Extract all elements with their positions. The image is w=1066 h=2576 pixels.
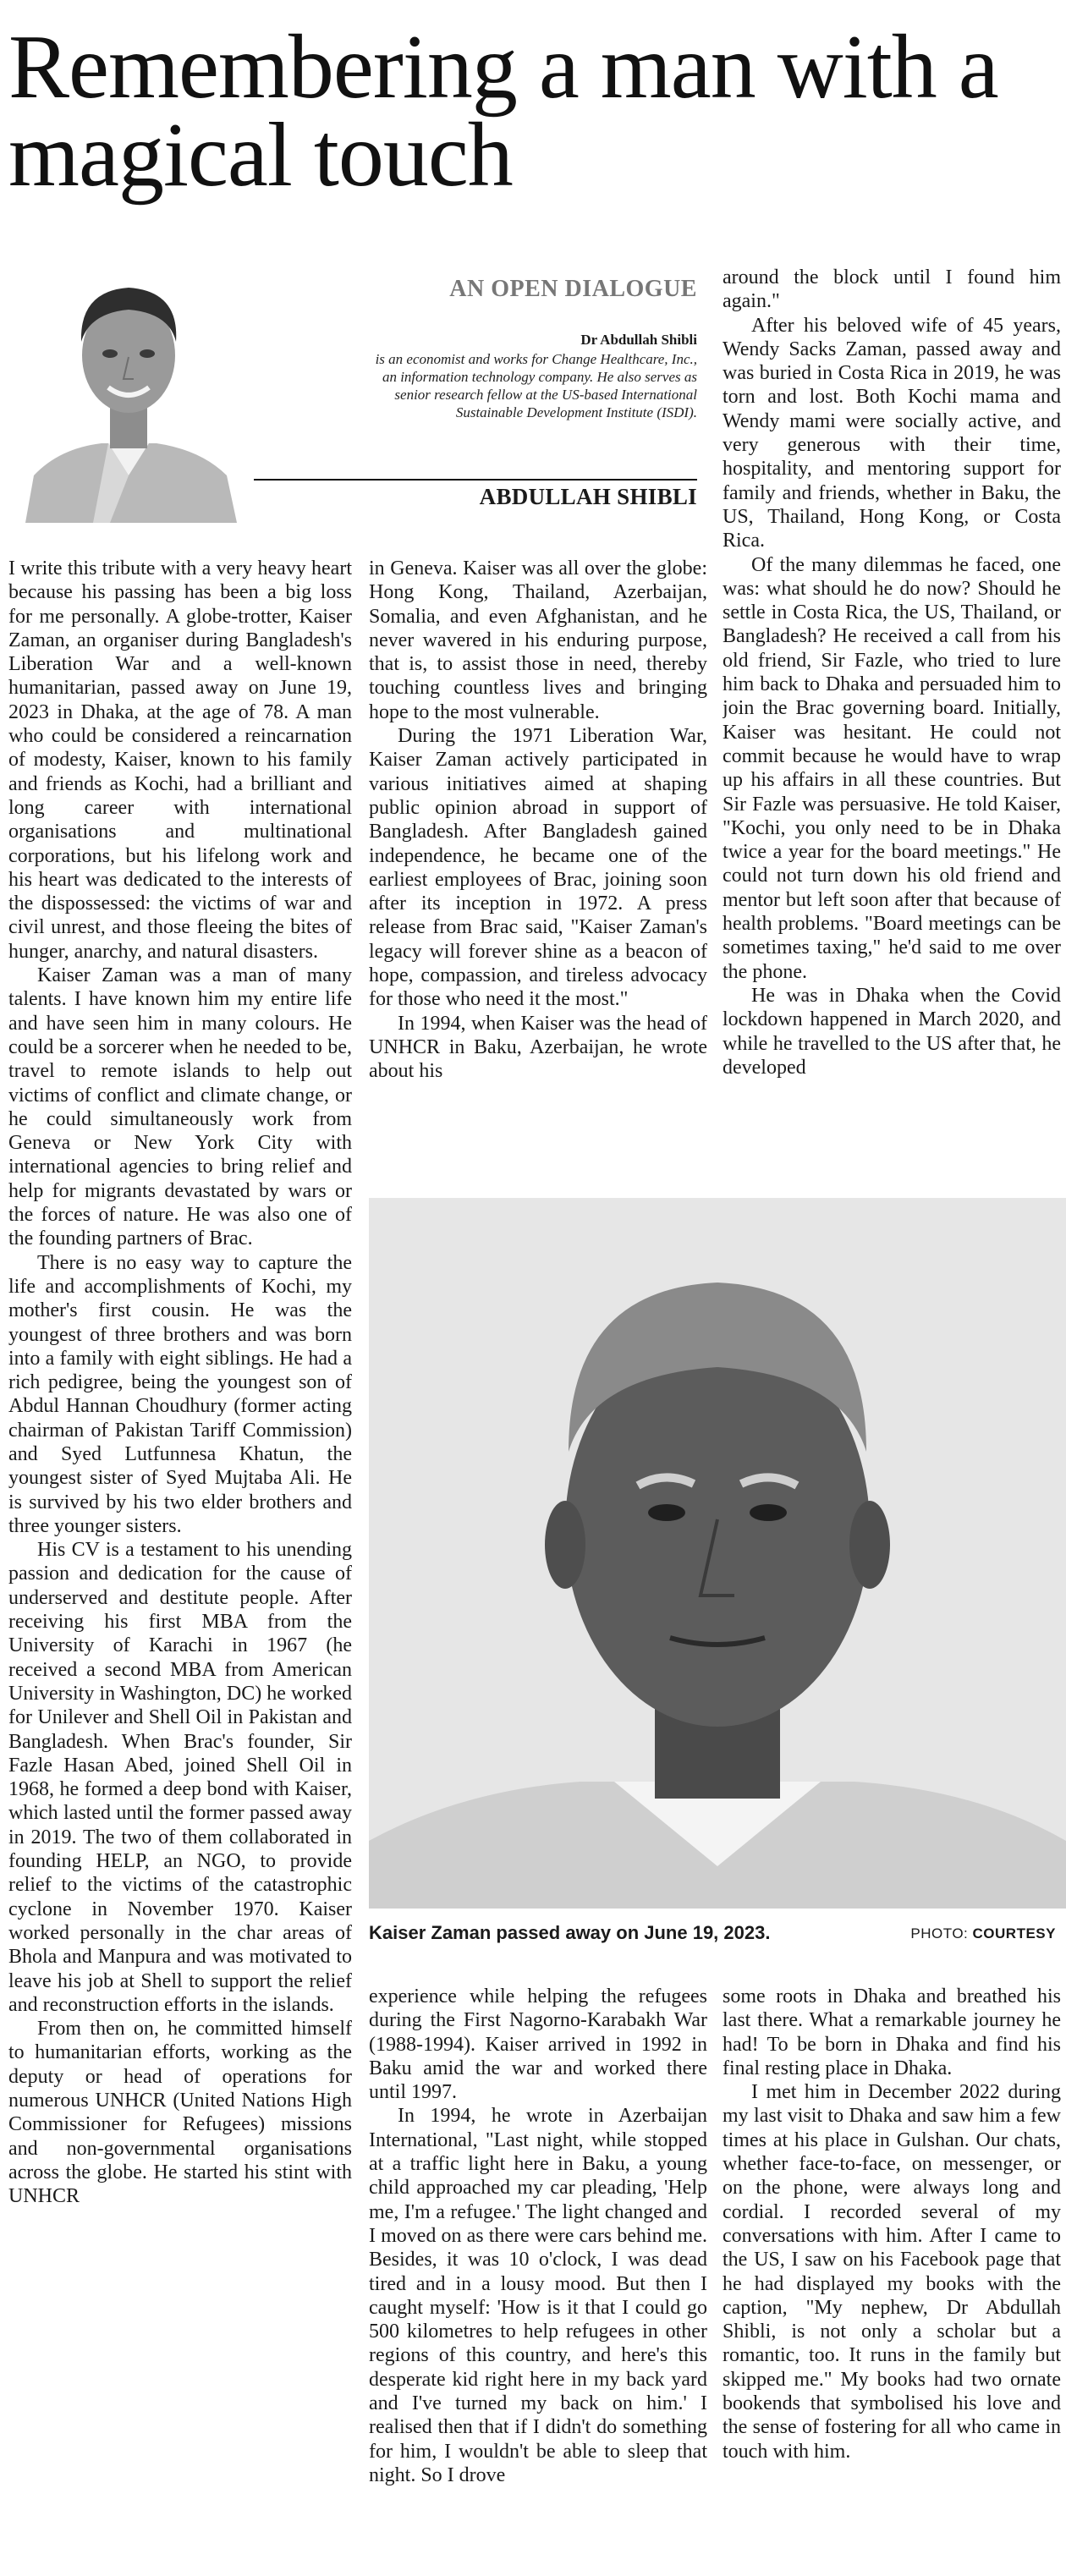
body-column-2-bottom (369, 1985, 707, 2570)
byline: ABDULLAH SHIBLI (479, 484, 697, 509)
paragraph: Of the many dilemmas he faced, one was: what should he do now? Should he settle in Costa Rica, the US, Thailand, or Bangladesh? He received a call from his old friend, Sir Fazle, who tried to lure him back to Dhaka and persuaded him to join the Brac governing board. Initially, Kaiser was hesitant. He could not commit because he would have to wrap up his affairs in all these countries. But Sir Fazle was persuasive. He told Kaiser, "Kochi, you only need to be in Dhaka twice a year for the board meetings." He could not turn down his old friend and mentor but left soon after that because of health problems. "Board meetings can be sometimes taxing," he'd said to me over the phone. (723, 553, 1061, 983)
paragraph: I met him in December 2022 during my last visit to Dhaka and saw him a few times at his place in Gulshan. Our chats, whether face-to-face, on messenger, or on the phone, were always long and cordial. I recorded several of my conversations with him. After I came to the US, I saw on his Facebook page that he had displayed my books with the caption, "My nephew, Dr Abdullah Shibli, is not only a scholar but a romantic, too. It runs in the family but skipped me." My books had two ornate bookends that symbolised his love and the sense of fostering for all who came in touch with him. (723, 2081, 1061, 2463)
column-title: AN OPEN DIALOGUE (449, 276, 697, 302)
body-column-2-top (369, 557, 707, 1187)
paragraph: He was in Dhaka when the Covid lockdown happened in March 2020, and while he travelled to the US after that, he developed (723, 984, 1061, 1079)
author-portrait (8, 254, 250, 523)
body-column-3-bottom (723, 1985, 1061, 2570)
paragraph: I write this tribute with a very heavy heart because his passing has been a big loss for me personally. A globe-trotter, Kaiser Zaman, an organiser during Bangladesh's Liberation War and a well-known humanitarian, passed away on June 19, 2023 in Dhaka, at the age of 78. A man who could be considered a reincarnation of modesty, Kaiser, known to his family and friends as Kochi, had a brilliant and long career with international organisations and multinational corporations, but his lifelong work and his heart was dedicated to the interests of the dispossessed: the victims of war and civil unrest, and those fleeing the bites of hunger, anarchy, and natural disasters. (8, 557, 352, 963)
kaiser-zaman-photo (369, 1198, 1066, 1909)
photo-credit (897, 1925, 1056, 1942)
paragraph: During the 1971 Liberation War, Kaiser Zaman actively participated in various initiatives aimed at shaping public opinion abroad in support of Bangladesh. After Bangladesh gained independence, he became one of the earliest employees of Brac, joining soon after its inception in 1972. A press release from Brac said, "Kaiser Zaman's legacy will forever shine as a beacon of hope, compassion, and tireless advocacy for those who need it the most." (369, 725, 707, 1011)
body-column-3-top (723, 266, 1061, 1188)
author-bio-name: Dr Abdullah Shibli (580, 332, 697, 348)
photo-credit-label: PHOTO: (910, 1925, 969, 1942)
author-bio: is an economist and works for Change Healthcare, Inc., an information technology company. He also serves as senior research fellow at the US-based International Sustainable Development Institute (ISDI). (375, 351, 697, 420)
paragraph: His CV is a testament to his unending passion and dedication for the cause of underserved and destitute people. After receiving his first MBA from the University of Karachi in 1967 (he received a second MBA from American University in Washington, DC) he worked for Unilever and Shell Oil in Pakistan and Bangladesh. When Brac's founder, Sir Fazle Hasan Abed, joined Shell Oil in 1968, he formed a deep bond with Kaiser, which lasted until the former passed away in 2019. The two of them collaborated in founding HELP, an NGO, to provide relief to the victims of the catastrophic cyclone in November 1970. Kaiser worked personally in the char areas of Bhola and Manpura and was motivated to leave his job at Shell to support the relief and reconstruction efforts in the islands. (8, 1539, 352, 2016)
paragraph: Kaiser Zaman was a man of many talents. I have known him my entire life and have seen him in many colours. He could be a sorcerer when he needed to be, travel to remote islands to help out victims of conflict and climate change, or he could simultaneously work from Geneva or New York City with international agencies to bring relief and help for migrants devastated by wars or the forces of nature. He was also one of the founding partners of Brac. (8, 964, 352, 1250)
byline-rule (254, 479, 697, 481)
photo-credit-value: COURTESY (972, 1925, 1056, 1942)
paragraph: In 1994, when Kaiser was the head of UNHCR in Baku, Azerbaijan, he wrote about his (369, 1012, 707, 1083)
body-column-1 (8, 557, 352, 2570)
paragraph: experience while helping the refugees during the First Nagorno-Karabakh War (1988-1994). Kaiser arrived in 1992 in Baku amid the war and worked there until 1997. (369, 1986, 707, 2104)
paragraph: In 1994, he wrote in Azerbaijan International, "Last night, while stopped at a traffic light here in Baku, a young child approached my car pleading, 'Help me, I'm a refugee.' The light changed and I moved on as there were cars behind me. Besides, it was 10 o'clock, I was dead tired and in a lousy mood. But then I caught myself: 'How is it that I could go 500 kilometres to help refugees in other regions of this country, and here's this desperate kid right here in my back yard and I've turned my back on him.' I realised then that if I didn't do something for him, I wouldn't be able to sleep that night. So I drove (369, 2105, 707, 2486)
paragraph: in Geneva. Kaiser was all over the globe: Hong Kong, Thailand, Azerbaijan, Somalia, and even Afghanistan, and he never wavered in his enduring purpose, that is, to assist those in need, thereby touching countless lives and bringing hope to the most vulnerable. (369, 557, 707, 723)
paragraph: around the block until I found him again." (723, 266, 1061, 313)
photo-caption: Kaiser Zaman passed away on June 19, 2023. (369, 1922, 771, 1943)
paragraph: There is no easy way to capture the life and accomplishments of Kochi, my mother's first cousin. He was the youngest of three brothers and was born into a family with eight siblings. He had a rich pedigree, being the youngest son of Abdul Hannan Choudhury (former acting chairman of Pakistan Tariff Commission) and Syed Lutfunnesa Khatun, the youngest sister of Syed Mujtaba Ali. He is survived by his two elder brothers and three younger sisters. (8, 1251, 352, 1537)
paragraph: From then on, he committed himself to humanitarian efforts, working as the deputy or head of operations for numerous UNHCR (United Nations High Commissioner for Refugees) missions and non-governmental organisations across the globe. He started his stint with UNHCR (8, 2018, 352, 2208)
paragraph: After his beloved wife of 45 years, Wendy Sacks Zaman, passed away and was buried in Costa Rica in 2019, he was torn and lost. Both Kochi mama and Wendy mami were socially active, and very generous with their time, hospitality, and mentoring support for family and friends, whether in Baku, the US, Thailand, Hong Kong, or Costa Rica. (723, 314, 1061, 552)
paragraph: some roots in Dhaka and breathed his last there. What a remarkable journey he had! To be born in Dhaka and find his final resting place in Dhaka. (723, 1986, 1061, 2079)
headline: Remembering a man with a magical touch (8, 17, 998, 206)
